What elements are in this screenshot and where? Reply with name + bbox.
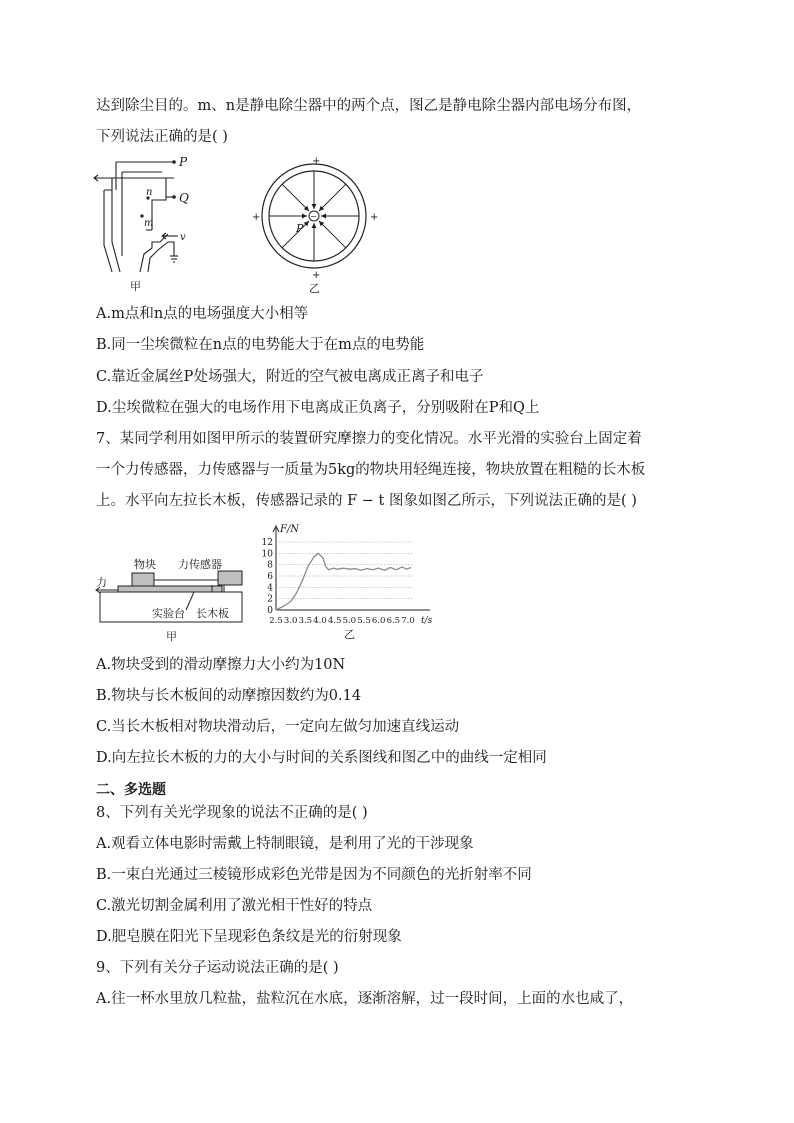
q9-stem: 9、下列有关分子运动说法正确的是( ) (96, 960, 339, 976)
chart-caption: 乙 (344, 628, 355, 641)
label-block: 物块 (134, 558, 156, 571)
caption-jia-1: 甲 (130, 280, 141, 293)
field-distribution-figure (250, 152, 380, 298)
field-line (319, 184, 346, 211)
field-arrow (312, 223, 317, 228)
x-tick-label: 5.0 (342, 616, 357, 626)
label-v: v (180, 232, 186, 243)
caption-yi-1: 乙 (309, 282, 320, 295)
force-curve (276, 553, 411, 610)
label-P: P (179, 155, 188, 169)
q6-option-c: C.靠近金属丝P处场强大，附近的空气被电离成正离子和电子 (96, 369, 484, 385)
x-tick-label: 3.0 (283, 616, 298, 626)
minus-center: − (310, 212, 317, 221)
field-arrow (321, 214, 326, 219)
q6-stem-line1: 达到除尘目的。m、n是静电除尘器中的两个点，图乙是静电除尘器内部电场分布图， (96, 98, 642, 114)
label-table: 实验台 (152, 607, 185, 620)
q8-option-c: C.激光切割金属利用了激光相干性好的特点 (96, 898, 373, 914)
y-tick-label: 2 (267, 594, 273, 605)
label-sensor: 力传感器 (178, 558, 222, 571)
force-time-chart (258, 522, 440, 644)
x-tick-label: 6.5 (386, 616, 401, 626)
y-tick-label: 12 (261, 538, 273, 548)
point-Q (172, 195, 176, 199)
y-tick-label: 0 (267, 606, 273, 616)
label-force: 力 (96, 576, 107, 589)
label-board: 长木板 (196, 607, 229, 620)
q6-stem-line2: 下列说法正确的是( ) (96, 129, 228, 145)
label-m: m (144, 218, 154, 229)
y-tick-label: 6 (267, 572, 273, 582)
q7-option-b: B.物块与长木板间的动摩擦因数约为0.14 (96, 688, 362, 704)
long-board (118, 586, 222, 592)
q8-option-d: D.肥皂膜在阳光下呈现彩色条纹是光的衍射现象 (96, 929, 402, 945)
field-line (319, 221, 346, 248)
x-tick-label: 5.5 (357, 616, 371, 626)
y-tick-label: 4 (267, 583, 273, 594)
q8-option-a: A.观看立体电影时需戴上特制眼镜，是利用了光的干涉现象 (96, 836, 474, 852)
field-line (282, 184, 309, 211)
field-arrow (312, 204, 317, 209)
block (132, 573, 154, 586)
x-tick-label: 2.5 (269, 616, 283, 626)
caption-jia-2: 甲 (166, 630, 177, 643)
plus-bottom: + (312, 270, 321, 281)
x-tick-label: 4.5 (327, 616, 342, 626)
q7-option-d: D.向左拉长木板的力的大小与时间的关系图线和图乙中的曲线一定相同 (96, 750, 547, 766)
q8-option-b: B.一束白光通过三棱镜形成彩色光带是因为不同颜色的光折射率不同 (96, 867, 532, 883)
plus-top: + (312, 156, 321, 167)
q9-option-a: A.往一杯水里放几粒盐，盐粒沉在水底，逐渐溶解，过一段时间，上面的水也咸了， (96, 991, 634, 1007)
friction-setup-figure (94, 548, 254, 644)
label-n: n (146, 187, 153, 198)
plus-right: + (370, 212, 379, 223)
q7-option-c: C.当长木板相对物块滑动后，一定向左做匀加速直线运动 (96, 719, 460, 735)
x-tick-label: 4.0 (313, 616, 327, 626)
q7-stem-line1: 7、某同学利用如图甲所示的装置研究摩擦力的变化情况。水平光滑的实验台上固定着 (96, 431, 642, 447)
y-axis-label: F/N (280, 524, 300, 535)
q6-option-a: A.m点和n点的电场强度大小相等 (96, 306, 309, 322)
y-tick-label: 8 (267, 560, 273, 571)
q7-option-a: A.物块受到的滑动摩擦力大小约为10N (96, 657, 346, 673)
q6-option-d: D.尘埃微粒在强大的电场作用下电离成正负离子，分别吸附在P和Q上 (96, 400, 540, 416)
x-tick-label: 3.5 (298, 616, 313, 626)
label-Q: Q (179, 191, 189, 205)
point-P (172, 160, 176, 164)
q8-stem: 8、下列有关光学现象的说法不正确的是( ) (96, 805, 368, 821)
plus-left: + (252, 212, 261, 223)
q6-option-b: B.同一尘埃微粒在n点的电势能大于在m点的电势能 (96, 337, 425, 353)
force-sensor (218, 571, 242, 585)
x-axis-label: t/s (421, 616, 433, 626)
label-P-center: P (296, 222, 304, 235)
q7-stem-line2: 一个力传感器，力传感器与一质量为5kg的物块用轻绳连接，物块放置在粗糙的长木板 (96, 462, 646, 478)
section-heading: 二、多选题 (96, 782, 166, 798)
precipitator-figure (92, 150, 198, 292)
field-arrow (302, 214, 307, 219)
x-tick-label: 6.0 (371, 616, 386, 626)
y-tick-label: 10 (261, 549, 273, 560)
x-tick-label: 7.0 (401, 616, 415, 626)
q7-stem-line3: 上。水平向左拉长木板，传感器记录的 F − t 图象如图乙所示，下列说法正确的是( ) (96, 493, 637, 509)
